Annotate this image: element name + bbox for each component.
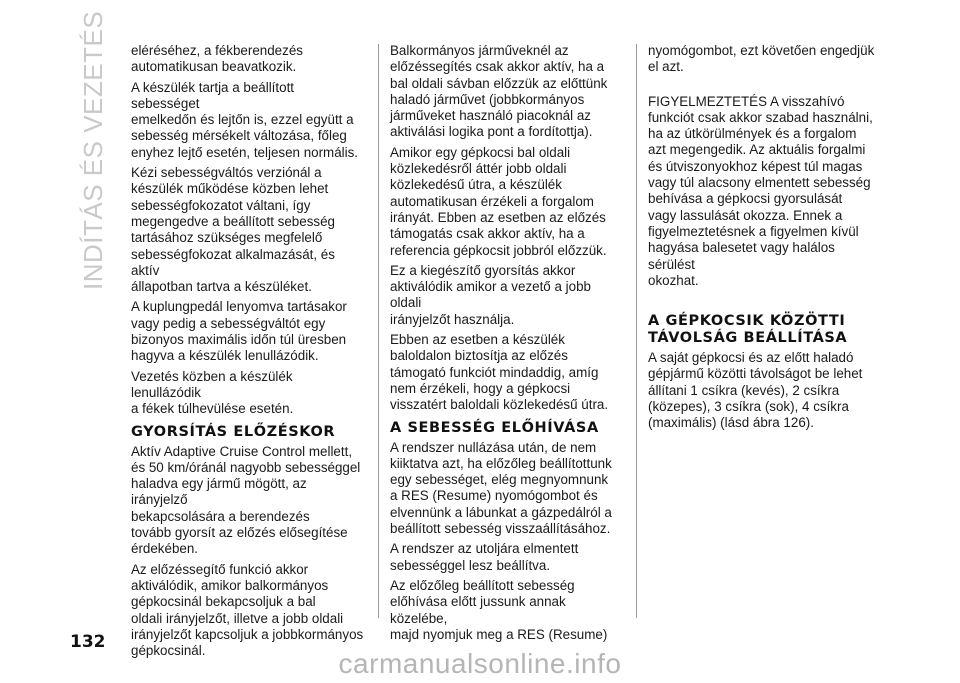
body-paragraph: Vezetés közben a készülék lenullázódik a fékek túlhevülése esetén. xyxy=(131,368,294,417)
body-paragraph: FIGYELMEZTETÉS A visszahívó funkciót csak akkor szabad használni, ha az útkörülmények és a forgalom azt megengedik. Az aktuális forgalmi és útviszonyokhoz képest túl magas vagy túl alacsony elmentett sebesség behívása a gépkocsi gyorsulását vagy lassulását okozza. Ennek a figyelmeztetésnek a figyelmen kívül hagyása balesetet vagy halálos sérülést okozhat. xyxy=(648,93,873,288)
paragraph-spacer xyxy=(648,80,882,94)
text-column-3 xyxy=(648,43,882,436)
column-divider xyxy=(378,44,379,618)
body-paragraph: Amikor egy gépkocsi bal oldali közlekedésről áttér jobb oldali közlekedésű útra, a készülék automatikusan érzékeli a forgalom irányát. Ebben az esetben az előzés támogatás csak akkor aktív, ha a referencia gépkocsit jobbról előzzük. xyxy=(390,144,607,258)
body-paragraph: eléréséhez, a fékberendezés automatikusan beavatkozik. xyxy=(131,43,303,75)
section-side-title: INDÍTÁS ÉS VEZETÉS xyxy=(78,10,108,290)
body-paragraph: A rendszer nullázása után, de nem kiiktatva azt, ha előzőleg beállítottunk egy sebességet, elég megnyomnunk a RES (Resume) nyomógombot és elvennünk a lábunkat a gázpedálról a beállított sebesség visszaállításához. xyxy=(390,439,612,537)
column-divider xyxy=(636,44,637,618)
site-watermark: carmanualsonline.info xyxy=(338,648,622,679)
section-heading: GYORSÍTÁS ELŐZÉSKOR xyxy=(131,423,336,440)
body-paragraph: Ebben az esetben a készülék baloldalon biztosítja az előzés támogató funkciót mindaddig, amíg nem érzékeli, hogy a gépkocsi visszatért baloldali közlekedésű útra. xyxy=(390,332,609,413)
text-column-2 xyxy=(390,43,624,647)
body-paragraph: Ez a kiegészítő gyorsítás akkor aktiválódik amikor a vezető a jobb oldali irányjelzőt használja. xyxy=(390,262,591,327)
body-paragraph: Balkormányos járműveknél az előzéssegítés csak akkor aktív, ha a bal oldali sávban előzzük az előttünk haladó járművet (jobbkormányos járműveket használó piacoknál az aktiválási logika pont a fordítottja). xyxy=(390,43,608,140)
body-paragraph: Kézi sebességváltós verziónál a készülék működése közben lehet sebességfokozatot váltani, így megengedve a beállított sebesség tartásához szükséges megfelelő sebességfokozat alkalmazását, és aktív állapotban tartva a készüléket. xyxy=(131,165,335,295)
body-paragraph: nyomógombot, ezt követően engedjük el azt. xyxy=(648,43,875,75)
body-paragraph: Aktív Adaptive Cruise Control mellett, és 50 km/óránál nagyobb sebességgel haladva egy jármű mögött, az irányjelző bekapcsolására a berendezés tovább gyorsít az előzés elősegítése érdekében. xyxy=(131,443,361,557)
section-heading: A SEBESSÉG ELŐHÍVÁSA xyxy=(390,419,599,436)
body-paragraph: A rendszer az utoljára elmentett sebességgel lesz beállítva. xyxy=(390,541,579,573)
body-paragraph: A saját gépkocsi és az előtt haladó gépjármű közötti távolságot be lehet állítani 1 csíkra (kevés), 2 csíkra (közepes), 3 csíkra (sok), 4 csíkra (maximális) (lásd ábra 126). xyxy=(648,350,863,431)
body-paragraph: Az előzéssegítő funkció akkor aktiválódik, amikor balkormányos gépkocsinál bekapcsoljuk a bal oldali irányjelzőt, illetve a jobb oldali irányjelzőt kapcsoljuk a jobbkormányos gépkocsinál. xyxy=(131,561,364,659)
text-column-1 xyxy=(131,43,365,663)
section-heading: A GÉPKOCSIK KÖZÖTTI TÁVOLSÁG BEÁLLÍTÁSA xyxy=(648,313,848,347)
body-paragraph: A kuplungpedál lenyomva tartásakor vagy pedig a sebességváltót egy bizonyos maximális időn túl üresben hagyva a készülék lenullázódik. xyxy=(131,299,347,364)
page-number: 132 xyxy=(70,632,106,652)
paragraph-spacer xyxy=(648,293,882,307)
body-paragraph: A készülék tartja a beállított sebességet emelkedőn és lejtőn is, ezzel együtt a sebesség mérsékelt változása, főleg enyhez lejtő esetén, teljesen normális. xyxy=(131,79,359,160)
body-paragraph: Az előzőleg beállított sebesség előhívása előtt jussunk annak közelébe, majd nyomjuk meg a RES (Resume) xyxy=(390,577,608,642)
